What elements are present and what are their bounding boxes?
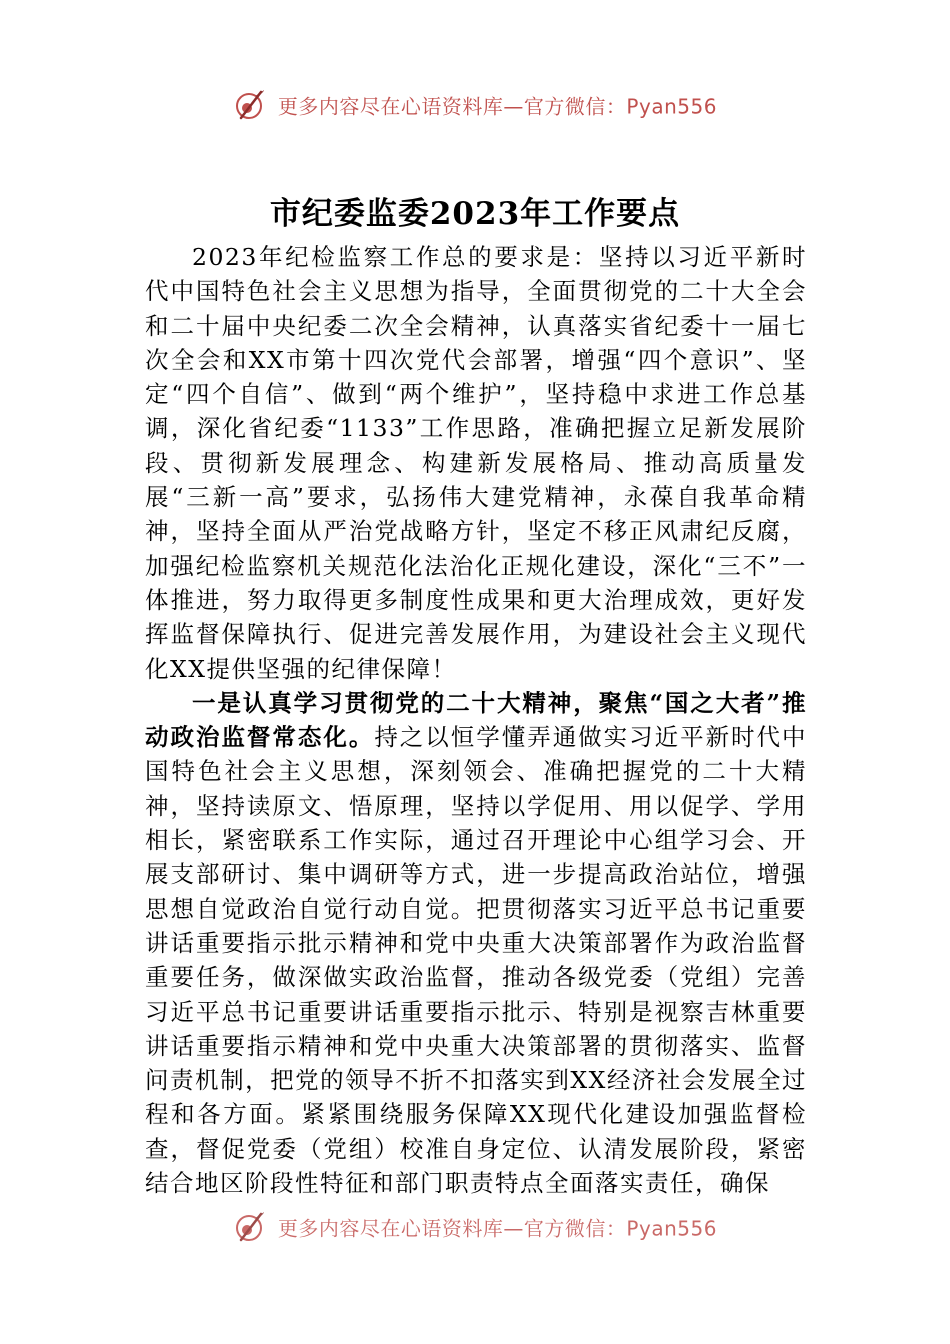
watermark-text: 更多内容尽在心语资料库—官方微信：Pyan556	[277, 94, 717, 119]
paragraph-text: 持之以恒学懂弄通做实习近平新时代中国特色社会主义思想，深刻领会、准确把握党的二十大精神，坚持读原文、悟原理，坚持以学促用、用以促学、学用相长，紧密联系工作实际，通过召开理论中心组学习会、开展支部研讨、集中调研等方式，进一步提高政治站位，增强思想自觉政治自觉行动自觉。把贯彻落实习近平总书记重要讲话重要指示批示精神和党中央重大决策部署作为政治监督重要任务，做深做实政治监督，推动各级党委（党组）完善习近平总书记重要讲话重要指示批示、特别是视察吉林重要讲话重要指示精神和党中央重大决策部署的贯彻落实、监督问责机制，把党的领导不折不扣落实到XX经济社会发展全过程和各方面。紧紧围绕服务保障XX现代化建设加强监督检查，督促党委（党组）校准自身定位、认清发展阶段，紧密结合地区阶段性特征和部门职责特点全面落实责任，确保	[145, 723, 808, 1198]
paragraph-text: 2023年纪检监察工作总的要求是：坚持以习近平新时代中国特色社会主义思想为指导，全面贯彻党的二十大全会和二十届中央纪委二次全会精神，认真落实省纪委十一届七次全会和XX市第十四次党代会部署，增强“四个意识”、坚定“四个自信”、做到“两个维护”，坚持稳中求进工作总基调，深化省纪委“1133”工作思路，准确把握立足新发展阶段、贯彻新发展理念、构建新发展格局、推动高质量发展“三新一高”要求，弘扬伟大建党精神，永葆自我革命精神，坚持全面从严治党战略方针，坚定不移正风肃纪反腐，加强纪检监察机关规范化法治化正规化建设，深化“三不”一体推进，努力取得更多制度性成果和更大治理成效，更好发挥监督保障执行、促进完善发展作用，为建设社会主义现代化XX提供坚强的纪律保障！	[145, 243, 807, 683]
document-title: 市纪委监委2023年工作要点	[269, 196, 681, 232]
quill-pen-logo-icon	[233, 1210, 267, 1244]
document-body	[145, 240, 807, 1200]
watermark-header	[0, 88, 950, 122]
paragraph-intro	[145, 240, 807, 686]
watermark-footer	[0, 1210, 950, 1244]
paragraph-lead-heading: 一是认真学习贯彻党的二十大精神，聚焦“国之大者”推动政治监督常态化。	[145, 688, 807, 752]
quill-pen-logo-icon	[233, 88, 267, 122]
watermark-text: 更多内容尽在心语资料库—官方微信：Pyan556	[277, 1216, 717, 1241]
paragraph-point-one	[145, 686, 807, 1200]
